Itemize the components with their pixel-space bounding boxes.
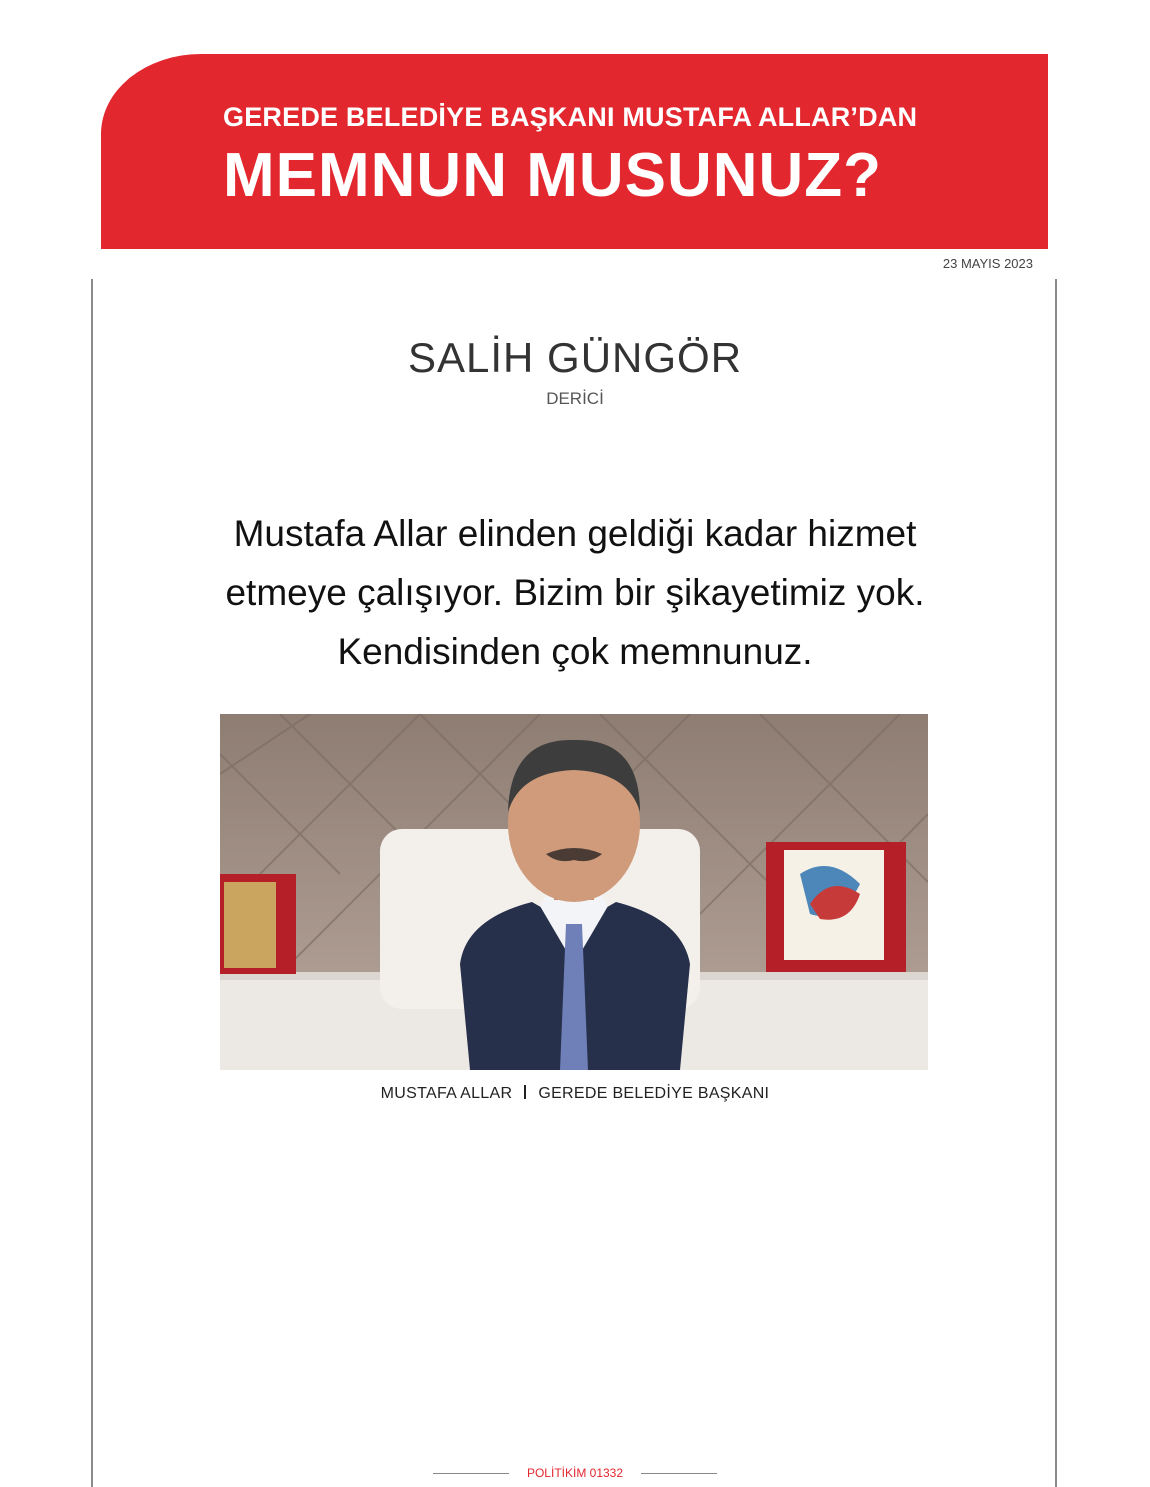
quote-line: etmeye çalışıyor. Bizim bir şikayetimiz yok. xyxy=(225,572,925,613)
quote-line: Kendisinden çok memnunuz. xyxy=(337,631,813,672)
header-title: MEMNUN MUSUNUZ? xyxy=(223,141,883,210)
portrait-photo xyxy=(220,714,928,1070)
author-name: SALİH GÜNGÖR xyxy=(407,334,743,381)
header-subtitle: GEREDE BELEDİYE BAŞKANI MUSTAFA ALLAR’DAN xyxy=(223,102,918,132)
caption-name: MUSTAFA ALLAR xyxy=(380,1085,513,1102)
page-footer xyxy=(0,1466,1150,1480)
footer-rule-right xyxy=(641,1473,717,1474)
publish-date: 23 MAYIS 2023 xyxy=(942,256,1033,271)
photo-caption xyxy=(0,1085,1150,1103)
author-role: DERİCİ xyxy=(546,389,604,408)
quote-line: Mustafa Allar elinden geldiği kadar hizmet xyxy=(233,513,917,554)
footer-rule-left xyxy=(433,1473,509,1474)
footer-text: POLİTİKİM 01332 xyxy=(526,1466,624,1480)
caption-title: GEREDE BELEDİYE BAŞKANI xyxy=(538,1085,770,1102)
header-banner xyxy=(101,54,1048,249)
caption-separator xyxy=(524,1085,526,1099)
quote-block xyxy=(175,504,975,681)
frame-left-line xyxy=(91,279,93,1487)
frame-right-line xyxy=(1055,279,1057,1487)
